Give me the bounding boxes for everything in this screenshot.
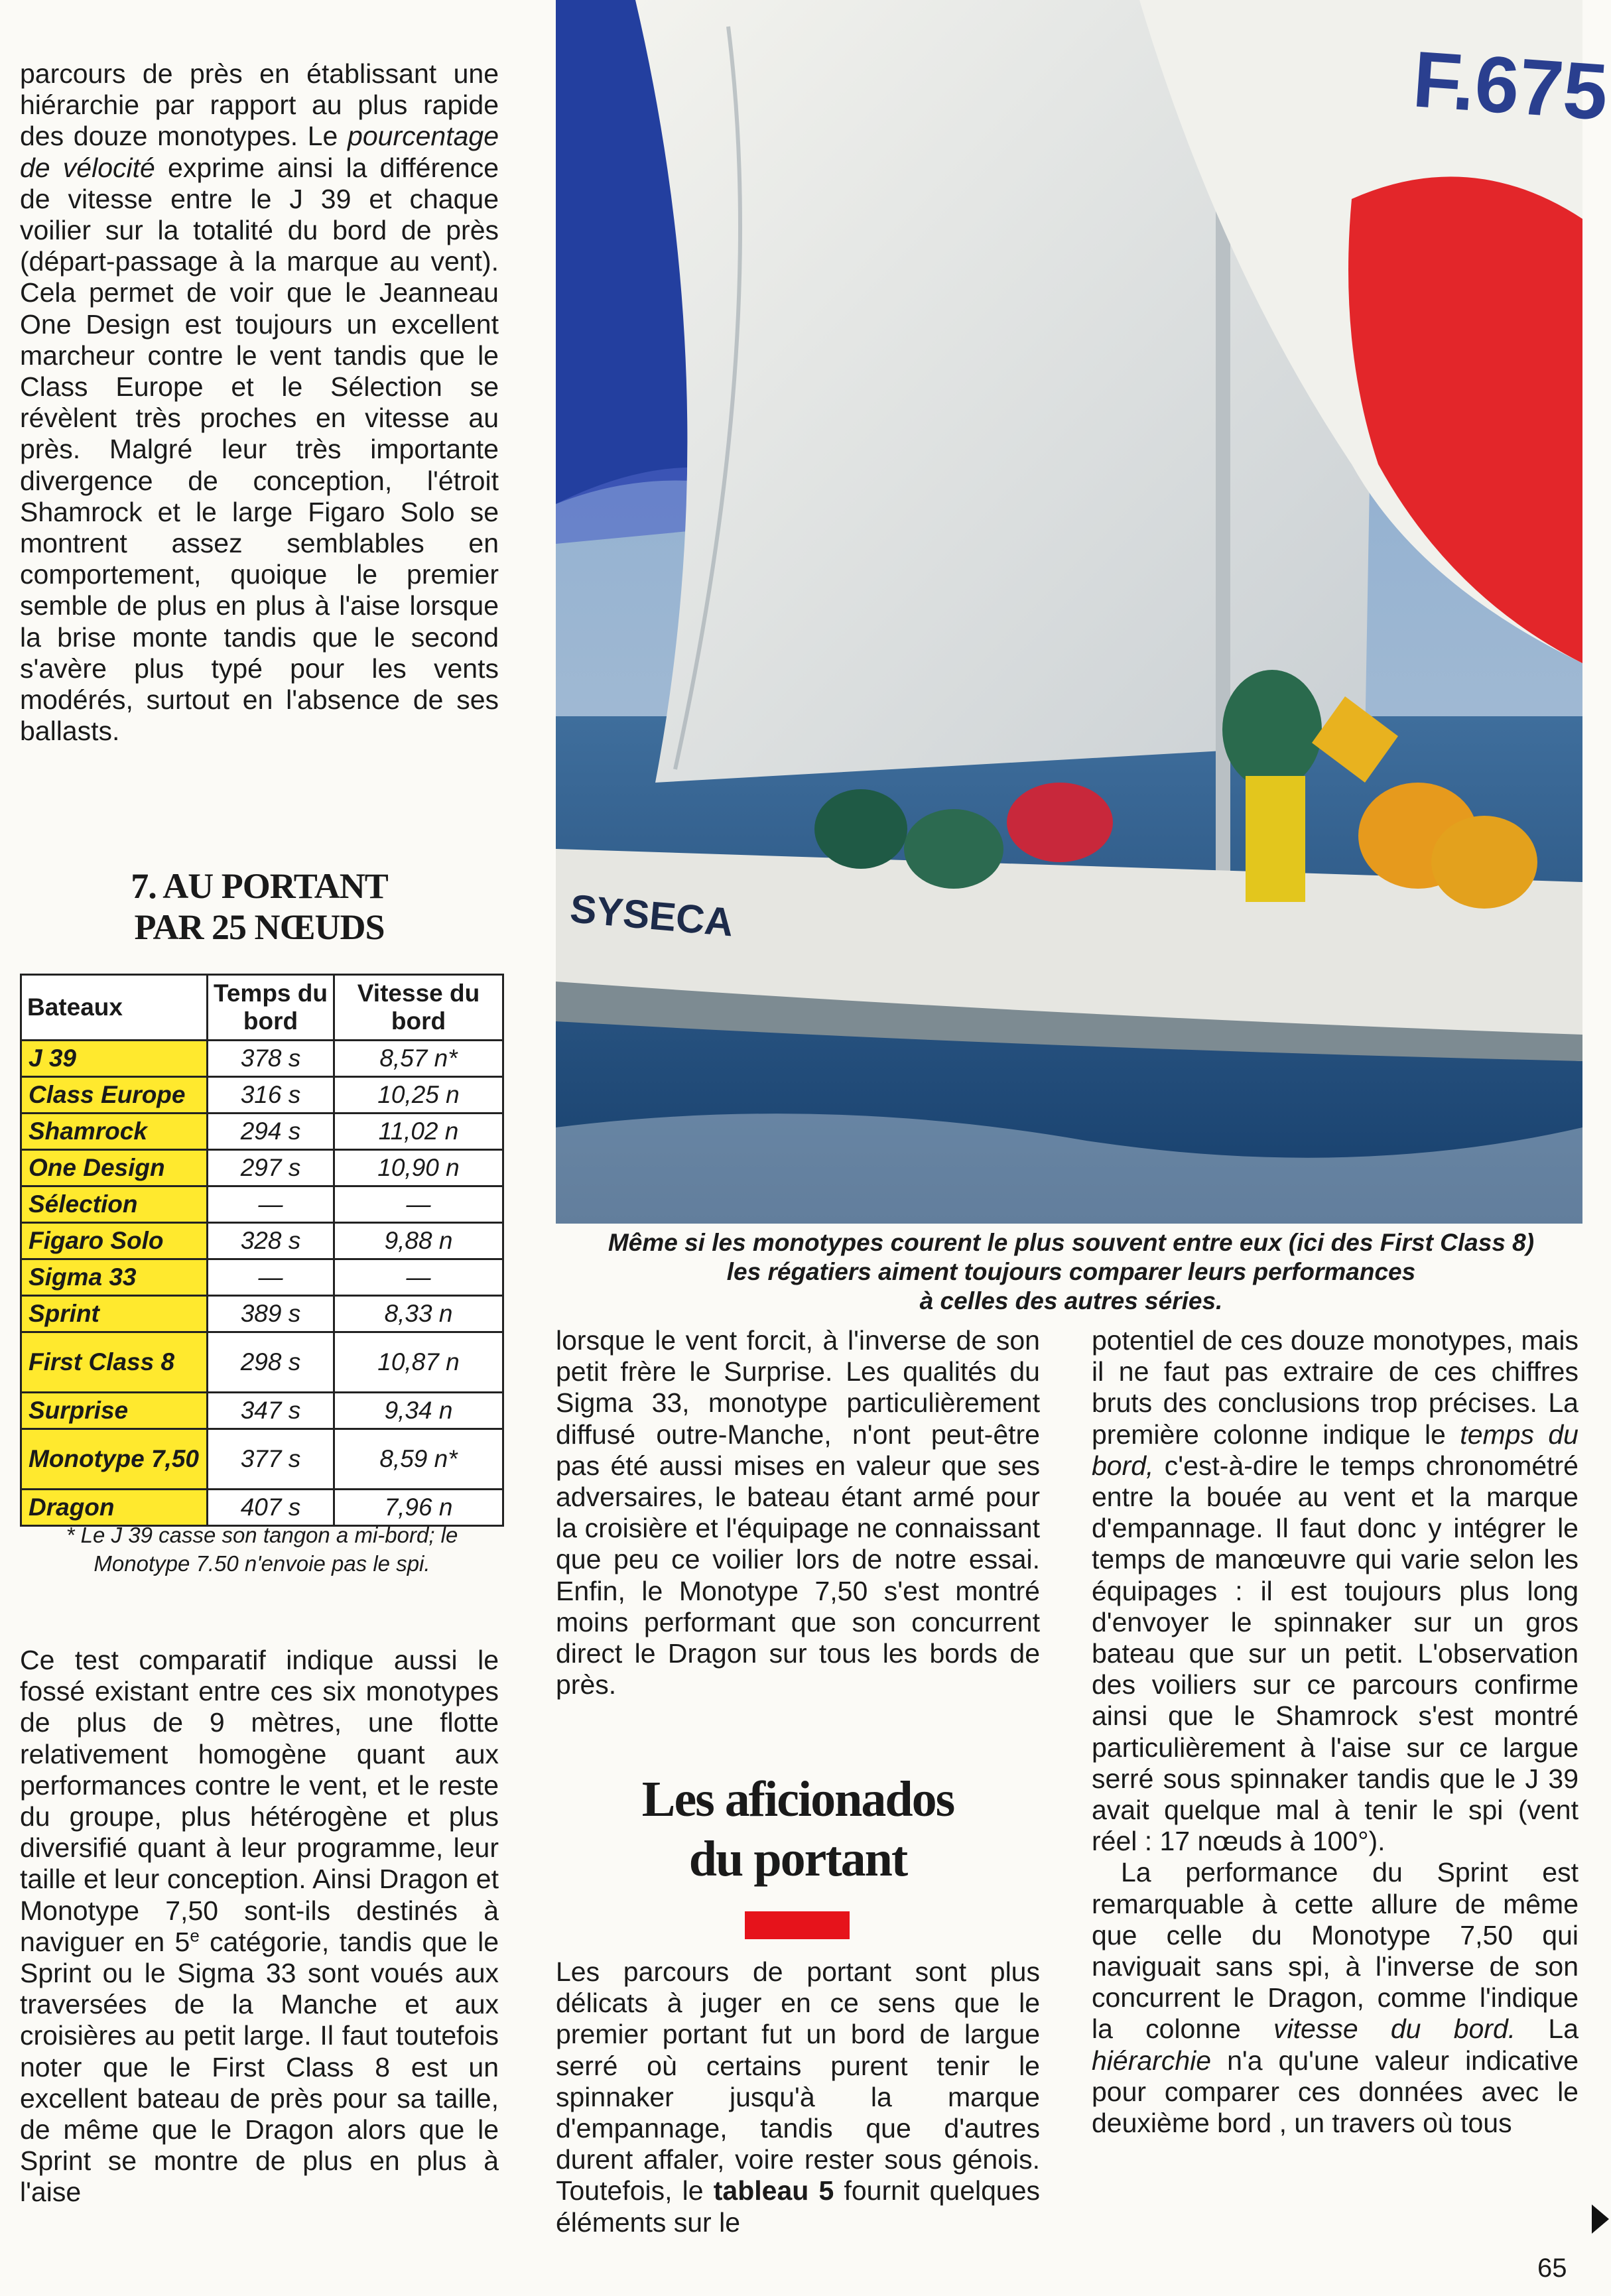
cell-time: 316 s	[208, 1077, 334, 1114]
cell-boat: Monotype 7,50	[21, 1429, 208, 1490]
text-run: Ce test comparatif indique aussi le fossé existant entre ces six monotypes de plus de 9 mètres, une flotte relativement homogène quant aux performances contre le vent, et le reste du groupe, plus hétérogène et plus diversifié quant à leur programme, leur taille et leur conception. Ainsi Dragon et Monotype 7,50 sont-ils destinés à naviguer en 5	[20, 1645, 499, 1957]
cell-speed: 9,88 n	[334, 1223, 503, 1259]
text-run: n'a qu'une valeur indicative pour comparer ces données avec le deuxième bord , un travers où tous	[1092, 2045, 1579, 2139]
cell-speed: —	[334, 1259, 503, 1296]
text-run: fournit quelques éléments sur le	[556, 2175, 1041, 2238]
table-row	[21, 1186, 503, 1223]
paragraph	[20, 1645, 499, 2208]
cell-boat: Sprint	[21, 1296, 208, 1332]
table-row	[21, 1429, 503, 1490]
text-run: hiérarchie	[1092, 2045, 1212, 2076]
table-row	[21, 1223, 503, 1259]
cell-boat: Shamrock	[21, 1114, 208, 1150]
section-title-line-2: du portant	[688, 1831, 907, 1887]
paragraph	[556, 1325, 1040, 1700]
text-run: exprime ainsi la différence de vitesse entre le J 39 et chaque voilier sur la totalité du bord de près (départ-passage à la marque au vent). Cela permet de voir que le Jeanneau One Design est toujours un excellent marcheur contre le vent tandis que le Class Europe et le Sélection se révèlent très proches en vitesse au près. Malgré leur très importante divergence de conception, l'étroit Shamrock et le large Figaro Solo se montrent assez semblables en comportement, quoique le premier semble de plus en plus à l'aise lorsque la brise monte tandis que le second s'avère plus typé pour les vents modérés, surtout en l'absence de ses ballasts.	[20, 152, 499, 747]
cell-speed: 11,02 n	[334, 1114, 503, 1150]
middle-column-text-2	[556, 1956, 1040, 2238]
text-run: pourcentage de vélocité	[20, 121, 499, 183]
sailing-photo	[556, 0, 1611, 1224]
cell-boat: Surprise	[21, 1393, 208, 1429]
text-run: e	[190, 1925, 200, 1946]
paragraph	[556, 1956, 1040, 2238]
cell-time: 377 s	[208, 1429, 334, 1490]
table-row	[21, 1332, 503, 1393]
cell-time: 389 s	[208, 1296, 334, 1332]
cell-speed: 10,90 n	[334, 1150, 503, 1186]
cell-time: —	[208, 1259, 334, 1296]
hull-text: SYSECA	[568, 886, 736, 945]
left-column-text-2	[20, 1645, 499, 2208]
page-number: 65	[1537, 2254, 1567, 2283]
table-title-line-2: PAR 25 NŒUDS	[134, 907, 385, 947]
section-title	[556, 1769, 1040, 1889]
text-run: lorsque le vent forcit, à l'inverse de son petit frère le Surprise. Les qualités du Sigma 33, monotype particulièrement diffusé outre-Manche, n'ont peut-être pas été aussi mises en valeur que ses adversaires, le bateau étant armé pour la croisière et l'équipage ne connaissant que peu ce voilier lors de notre essai. Enfin, le Monotype 7,50 s'est montré moins performant que son concurrent direct le Dragon sur tous les bords de près.	[556, 1325, 1040, 1700]
table-body	[21, 1041, 503, 1526]
cell-time: 294 s	[208, 1114, 334, 1150]
cell-speed: 8,57 n*	[334, 1041, 503, 1077]
continue-arrow-icon	[1592, 2204, 1609, 2234]
caption-line-1: Même si les monotypes courent le plus souvent entre eux (ici des First Class 8)	[608, 1229, 1535, 1256]
paragraph	[1092, 1857, 1579, 2139]
table-title-line-1: 7. AU PORTANT	[131, 866, 388, 906]
sail-number: F.675	[1410, 34, 1611, 137]
table-row	[21, 1077, 503, 1114]
middle-column-text	[556, 1325, 1040, 1700]
cell-time: 378 s	[208, 1041, 334, 1077]
cell-speed: —	[334, 1186, 503, 1223]
cell-speed: 9,34 n	[334, 1393, 503, 1429]
text-run: c'est-à-dire le temps chronométré entre la bouée au vent et la marque d'empannage. Il faut donc y intégrer le temps de manœuvre qui varie selon les équipages : il est toujours plus long d'envoyer le spinnaker sur un gros bateau que sur un petit. L'observation des voiliers sur ce parcours confirme ainsi que le Shamrock s'est montré particulièrement à l'aise sur ce largue serré sous spinnaker tandis que le J 39 avait quelque mal à tenir le spi (vent réel : 17 nœuds à 100°).	[1092, 1450, 1579, 1857]
text-run: tableau 5	[713, 2175, 834, 2206]
cell-time: 298 s	[208, 1332, 334, 1393]
table-row	[21, 1393, 503, 1429]
paragraph	[1092, 1325, 1579, 1857]
cell-boat: Sélection	[21, 1186, 208, 1223]
cell-boat: Sigma 33	[21, 1259, 208, 1296]
section-title-line-1: Les aficionados	[641, 1771, 954, 1827]
paragraph	[20, 58, 499, 747]
cell-speed: 10,87 n	[334, 1332, 503, 1393]
left-column-text	[20, 58, 499, 747]
caption-line-3: à celles des autres séries.	[919, 1287, 1223, 1314]
cell-time: 347 s	[208, 1393, 334, 1429]
cell-boat: Dragon	[21, 1490, 208, 1526]
table-row	[21, 1296, 503, 1332]
text-run: catégorie, tandis que le Sprint ou le Sigma 33 sont voués aux traversées de la Manche et aux croisières au petit large. Il faut toutefois noter que le First Class 8 est un excellent bateau de près pour sa taille, de même que le Dragon alors que le Sprint se montre de plus en plus à l'aise	[20, 1926, 499, 2208]
cell-boat: Figaro Solo	[21, 1223, 208, 1259]
text-run: potentiel de ces douze monotypes, mais il ne faut pas extraire de ces chiffres bruts des conclusions trop précises. La première colonne indique le	[1092, 1325, 1579, 1450]
header-time: Temps du bord	[208, 975, 334, 1041]
cell-speed: 8,59 n*	[334, 1429, 503, 1490]
right-column-text	[1092, 1325, 1579, 2139]
caption-line-2: les régatiers aiment toujours comparer leurs performances	[726, 1258, 1416, 1285]
table-row	[21, 1150, 503, 1186]
cell-speed: 7,96 n	[334, 1490, 503, 1526]
table-row	[21, 1259, 503, 1296]
speed-table	[20, 974, 504, 1527]
table-row	[21, 1041, 503, 1077]
cell-boat: J 39	[21, 1041, 208, 1077]
photo-caption	[544, 1228, 1598, 1316]
text-run: La	[1515, 2013, 1579, 2045]
cell-time: 407 s	[208, 1490, 334, 1526]
cell-time: 328 s	[208, 1223, 334, 1259]
text-run: La performance du Sprint est remarquable à cette allure de même que celle du Monotype 7,50 qui naviguait sans spi, à l'inverse de son concurrent le Dragon, comme l'indique la colonne	[1092, 1857, 1579, 2045]
header-speed: Vitesse du bord	[334, 975, 503, 1041]
table-header-row	[21, 975, 503, 1041]
table-row	[21, 1114, 503, 1150]
text-run: temps du bord,	[1092, 1419, 1579, 1481]
table-footnote: * Le J 39 casse son tangon a mi-bord; le Monotype 7.50 n'envoie pas le spi.	[66, 1523, 458, 1576]
text-run: vitesse du bord.	[1273, 2013, 1516, 2045]
section-accent-bar	[745, 1911, 850, 1939]
text-run: parcours de près en établissant une hiérarchie par rapport au plus rapide des douze monotypes. Le	[20, 58, 499, 152]
header-boats: Bateaux	[21, 975, 208, 1041]
cell-speed: 10,25 n	[334, 1077, 503, 1114]
cell-boat: One Design	[21, 1150, 208, 1186]
cell-boat: Class Europe	[21, 1077, 208, 1114]
cell-time: —	[208, 1186, 334, 1223]
cell-time: 297 s	[208, 1150, 334, 1186]
text-run: Les parcours de portant sont plus délicats à juger en ce sens que le premier portant fut un bord de largue serré où certains purent tenir le spinnaker jusqu'à la marque d'empannage, tandis que d'autres durent affaler, voire rester sous génois. Toutefois, le	[556, 1956, 1040, 2206]
table-title	[20, 865, 499, 948]
cell-speed: 8,33 n	[334, 1296, 503, 1332]
cell-boat: First Class 8	[21, 1332, 208, 1393]
